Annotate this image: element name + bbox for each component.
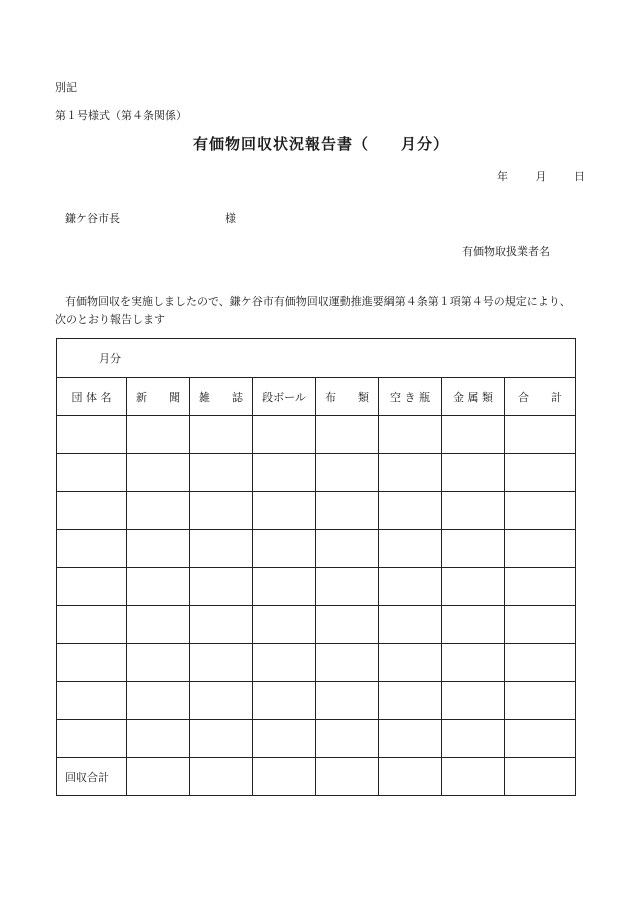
- table-cell[interactable]: [57, 682, 127, 720]
- total-row: [57, 758, 576, 796]
- table-cell[interactable]: [505, 682, 576, 720]
- table-row: [57, 606, 576, 644]
- addressee: 鎌ケ谷市長: [65, 212, 120, 225]
- table-cell[interactable]: [190, 454, 253, 492]
- table-cell[interactable]: [442, 606, 505, 644]
- date-month: 月: [535, 170, 547, 183]
- table-cell[interactable]: [316, 416, 379, 454]
- month-label: 月分: [57, 339, 576, 378]
- table-cell[interactable]: [505, 416, 576, 454]
- table-cell[interactable]: [127, 530, 190, 568]
- table-cell[interactable]: [379, 606, 442, 644]
- table-cell[interactable]: [57, 606, 127, 644]
- table-cell[interactable]: [253, 606, 316, 644]
- table-row: [57, 530, 576, 568]
- table-cell[interactable]: [505, 492, 576, 530]
- table-cell[interactable]: [127, 568, 190, 606]
- table-row: [57, 492, 576, 530]
- table-cell[interactable]: [127, 720, 190, 758]
- intro-line-2: 次のとおり報告します: [55, 313, 165, 326]
- table-cell[interactable]: [442, 530, 505, 568]
- total-label: 回収合計: [57, 758, 127, 796]
- page-title: 有価物回収状況報告書（ 月分）: [193, 135, 450, 153]
- table-cell[interactable]: [505, 644, 576, 682]
- table-cell[interactable]: [316, 606, 379, 644]
- total-cell[interactable]: [379, 758, 442, 796]
- table-cell[interactable]: [127, 416, 190, 454]
- table-row: [57, 720, 576, 758]
- reporter-label: 有価物取扱業者名: [462, 245, 550, 258]
- table-cell[interactable]: [505, 606, 576, 644]
- col-header-total: 合 計: [505, 378, 576, 416]
- table-cell[interactable]: [442, 720, 505, 758]
- header-row: [57, 378, 576, 416]
- table-cell[interactable]: [379, 682, 442, 720]
- table-cell[interactable]: [505, 454, 576, 492]
- table-cell[interactable]: [57, 454, 127, 492]
- table-cell[interactable]: [190, 682, 253, 720]
- table-cell[interactable]: [127, 454, 190, 492]
- table-cell[interactable]: [57, 644, 127, 682]
- table-cell[interactable]: [190, 720, 253, 758]
- intro-line-1: 有価物回収を実施しましたので、鎌ケ谷市有価物回収運動推進要綱第４条第１項第４号の規定により、: [65, 295, 571, 308]
- col-header-newspaper: 新 聞: [127, 378, 190, 416]
- table-row: [57, 644, 576, 682]
- month-row: [57, 339, 576, 378]
- table-cell[interactable]: [127, 492, 190, 530]
- total-cell[interactable]: [190, 758, 253, 796]
- col-header-metal: 金 属 類: [442, 378, 505, 416]
- form-number: 第１号様式（第４条関係）: [55, 109, 187, 122]
- table-cell[interactable]: [316, 720, 379, 758]
- total-cell[interactable]: [316, 758, 379, 796]
- table-cell[interactable]: [190, 416, 253, 454]
- col-header-cardboard: 段ボール: [253, 378, 316, 416]
- table-cell[interactable]: [190, 644, 253, 682]
- table-cell[interactable]: [379, 530, 442, 568]
- table-cell[interactable]: [505, 720, 576, 758]
- col-header-group: 団 体 名: [57, 378, 127, 416]
- table-cell[interactable]: [379, 644, 442, 682]
- table-cell[interactable]: [379, 454, 442, 492]
- table-cell[interactable]: [190, 568, 253, 606]
- table-cell[interactable]: [57, 530, 127, 568]
- table-cell[interactable]: [127, 682, 190, 720]
- table-cell[interactable]: [505, 568, 576, 606]
- date-line: [497, 168, 585, 184]
- table-cell[interactable]: [316, 492, 379, 530]
- table-cell[interactable]: [379, 568, 442, 606]
- table-cell[interactable]: [190, 492, 253, 530]
- table-cell[interactable]: [316, 568, 379, 606]
- col-header-magazine: 雑 誌: [190, 378, 253, 416]
- table-cell[interactable]: [316, 454, 379, 492]
- table-row: [57, 682, 576, 720]
- total-cell[interactable]: [505, 758, 576, 796]
- honorific: 様: [225, 212, 236, 225]
- table-row: [57, 568, 576, 606]
- table-cell[interactable]: [253, 720, 316, 758]
- table-cell[interactable]: [505, 530, 576, 568]
- date-year: 年: [497, 170, 508, 183]
- table-cell[interactable]: [316, 644, 379, 682]
- table-cell[interactable]: [190, 606, 253, 644]
- table-row: [57, 416, 576, 454]
- table-cell[interactable]: [442, 454, 505, 492]
- table-cell[interactable]: [253, 644, 316, 682]
- table-cell[interactable]: [57, 492, 127, 530]
- table-cell[interactable]: [190, 530, 253, 568]
- table-cell[interactable]: [253, 492, 316, 530]
- table-cell[interactable]: [379, 720, 442, 758]
- date-day: 日: [574, 170, 585, 183]
- table-cell[interactable]: [253, 416, 316, 454]
- table-cell[interactable]: [57, 416, 127, 454]
- total-cell[interactable]: [253, 758, 316, 796]
- col-header-cloth: 布 類: [316, 378, 379, 416]
- table-cell[interactable]: [316, 530, 379, 568]
- table-cell[interactable]: [379, 416, 442, 454]
- total-cell[interactable]: [442, 758, 505, 796]
- col-header-bottles: 空 き 瓶: [379, 378, 442, 416]
- table-cell[interactable]: [127, 644, 190, 682]
- table-cell[interactable]: [253, 682, 316, 720]
- table-cell[interactable]: [442, 416, 505, 454]
- table-cell[interactable]: [442, 644, 505, 682]
- table-cell[interactable]: [316, 682, 379, 720]
- table-cell[interactable]: [253, 454, 316, 492]
- table-cell[interactable]: [57, 720, 127, 758]
- table-row: [57, 454, 576, 492]
- table-cell[interactable]: [442, 568, 505, 606]
- table-cell[interactable]: [253, 568, 316, 606]
- table-cell[interactable]: [442, 492, 505, 530]
- table-cell[interactable]: [442, 682, 505, 720]
- total-cell[interactable]: [127, 758, 190, 796]
- table-cell[interactable]: [253, 530, 316, 568]
- table-cell[interactable]: [379, 492, 442, 530]
- table-cell[interactable]: [127, 606, 190, 644]
- bekki-label: 別記: [55, 81, 77, 94]
- report-table: [56, 338, 576, 796]
- table-cell[interactable]: [57, 568, 127, 606]
